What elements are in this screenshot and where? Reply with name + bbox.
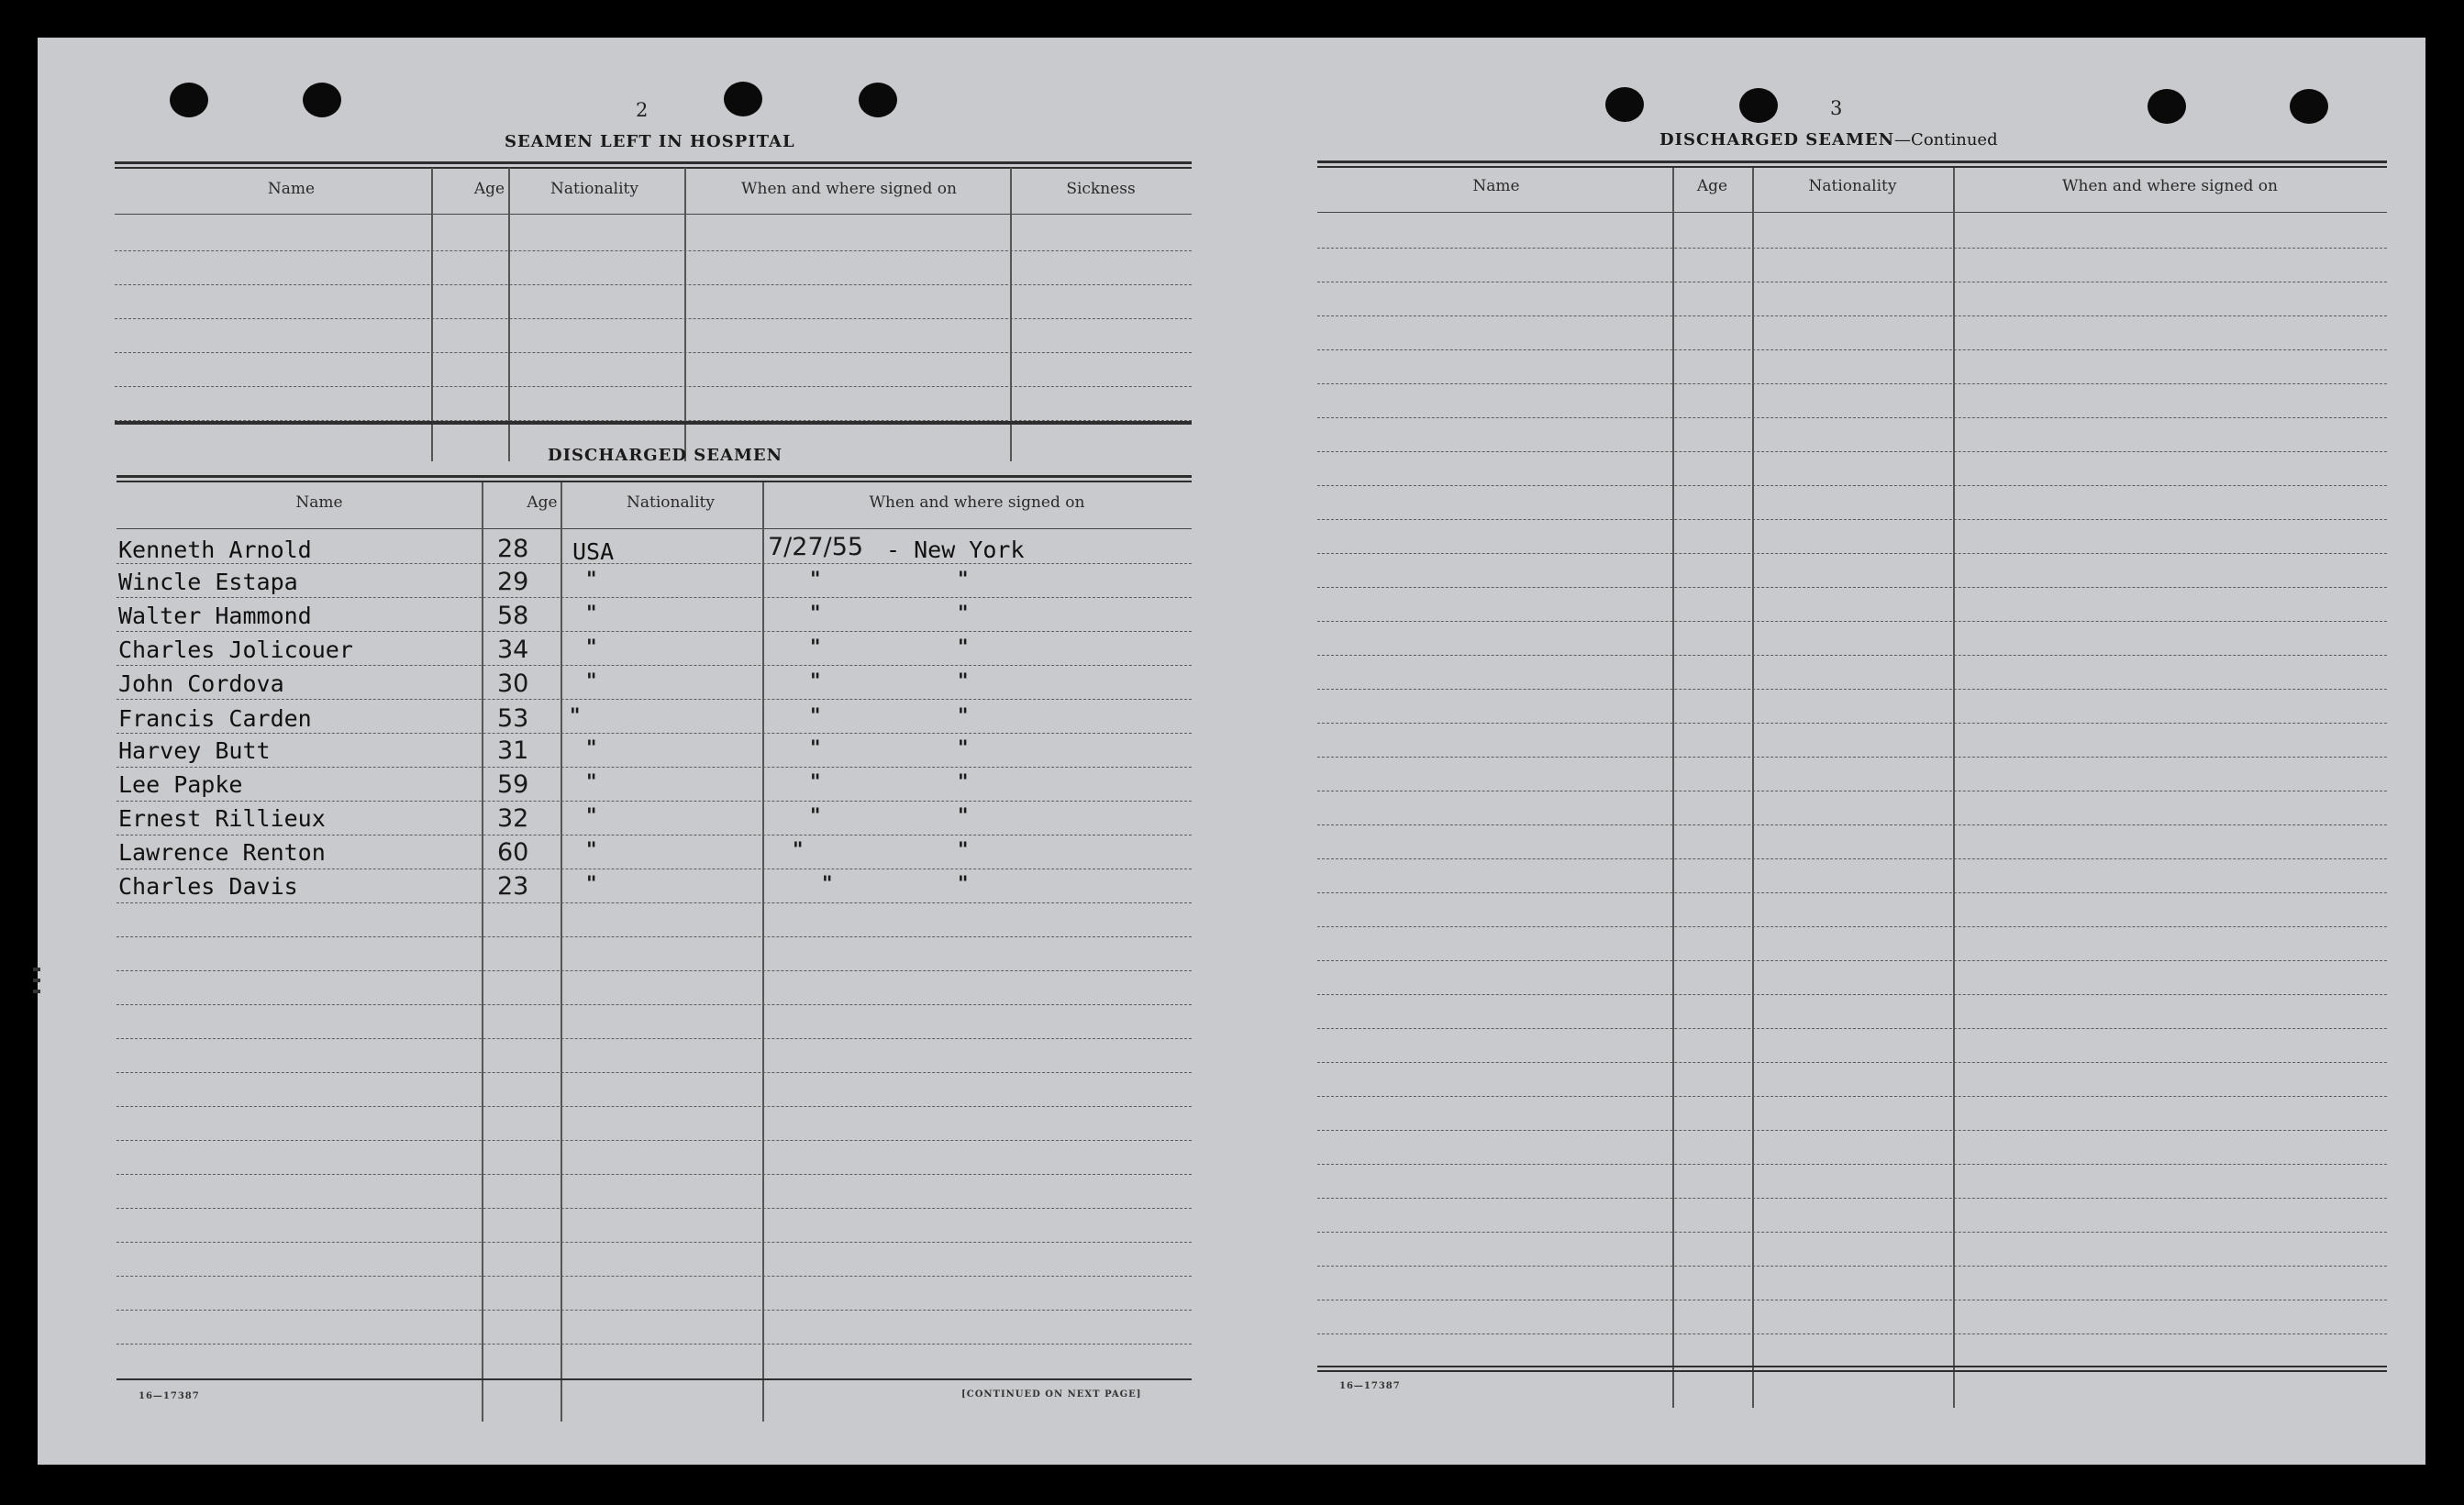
table-rule [115, 167, 1192, 169]
nationality-ditto: " [586, 737, 597, 760]
row-line [117, 1208, 1192, 1209]
seaman-age: 58 [497, 602, 529, 630]
column-divider [561, 482, 562, 1422]
row-line [117, 801, 1192, 802]
row-line [1317, 1333, 2387, 1334]
signed-date: 7/27/55 [768, 533, 864, 561]
row-line [117, 1276, 1192, 1277]
row-line [1317, 994, 2387, 995]
edge-mark [33, 968, 40, 971]
row-line [115, 386, 1192, 387]
continued-note: [CONTINUED ON NEXT PAGE] [961, 1389, 1142, 1400]
row-line [1317, 1164, 2387, 1165]
row-line [1317, 960, 2387, 961]
seaman-age: 29 [497, 568, 529, 596]
punch-hole [2290, 89, 2328, 124]
row-line [115, 284, 1192, 285]
table-rule [1317, 212, 2387, 213]
place-ditto: " [958, 705, 969, 728]
row-line [1317, 587, 2387, 588]
row-line [117, 767, 1192, 768]
seaman-name: Harvey Butt [118, 737, 271, 764]
punch-hole [170, 83, 208, 117]
table-rule [1317, 1370, 2387, 1372]
date-ditto: " [793, 839, 804, 862]
punch-hole [2148, 89, 2186, 124]
place-ditto: " [958, 737, 969, 760]
punch-hole [724, 82, 762, 116]
edge-mark [33, 990, 40, 993]
date-ditto: " [810, 636, 821, 659]
nationality-ditto: " [586, 839, 597, 862]
seaman-nationality: USA [572, 538, 615, 565]
nationality-ditto: " [586, 569, 597, 592]
row-line [1317, 723, 2387, 724]
edge-mark [33, 979, 40, 982]
column-header-nationality: Nationality [627, 493, 715, 512]
row-line [117, 1140, 1192, 1141]
row-line [117, 699, 1192, 700]
row-line [1317, 1266, 2387, 1267]
column-divider [482, 482, 483, 1422]
document-sheet [38, 38, 2425, 1465]
column-divider [508, 168, 510, 461]
row-line [117, 665, 1192, 666]
column-header-age: Age [527, 493, 558, 512]
row-line [1317, 824, 2387, 825]
seaman-name: Walter Hammond [118, 603, 312, 629]
title-continued: —Continued [1894, 130, 1998, 149]
seaman-name: Ernest Rillieux [118, 805, 326, 832]
row-line [1317, 757, 2387, 758]
row-line [1317, 248, 2387, 249]
column-header-age: Age [473, 180, 505, 198]
column-divider [1672, 168, 1674, 1408]
table-rule [1317, 160, 2387, 163]
date-ditto: " [822, 873, 833, 896]
row-line [1317, 451, 2387, 452]
column-divider [1953, 168, 1955, 1408]
column-divider [684, 168, 686, 461]
row-line [117, 1038, 1192, 1039]
row-line [117, 597, 1192, 598]
punch-hole [859, 83, 897, 117]
seaman-age: 34 [497, 636, 529, 664]
seaman-name: Charles Jolicouer [118, 636, 353, 663]
punch-hole [1605, 87, 1644, 122]
place-ditto: " [958, 805, 969, 828]
row-line [117, 563, 1192, 564]
place-ditto: " [958, 670, 969, 693]
table-rule [117, 475, 1192, 478]
nationality-ditto: " [586, 603, 597, 625]
seaman-age: 53 [497, 704, 529, 733]
column-header-name: Name [267, 180, 316, 198]
place-ditto: " [958, 873, 969, 896]
discharged-continued-title [1659, 130, 1998, 149]
row-line [117, 902, 1192, 903]
date-ditto: " [810, 603, 821, 625]
nationality-ditto: " [586, 805, 597, 828]
seaman-name: John Cordova [118, 670, 284, 697]
seaman-name: Charles Davis [118, 873, 298, 900]
seaman-age: 30 [497, 670, 529, 698]
form-number: 16—17387 [1339, 1381, 1401, 1391]
seaman-age: 60 [497, 838, 529, 867]
column-header-nationality: Nationality [1808, 177, 1897, 195]
row-line [117, 970, 1192, 971]
row-line [1317, 1198, 2387, 1199]
seaman-name: Lee Papke [118, 771, 243, 798]
seaman-age: 59 [497, 770, 529, 799]
table-rule [115, 161, 1192, 164]
seaman-name: Lawrence Renton [118, 839, 326, 866]
row-line [117, 1106, 1192, 1107]
table-rule [115, 423, 1192, 425]
nationality-ditto: " [570, 705, 581, 728]
row-line [1317, 417, 2387, 418]
column-divider [1010, 168, 1012, 461]
row-line [1317, 858, 2387, 859]
table-rule [1317, 166, 2387, 168]
date-ditto: " [810, 805, 821, 828]
place-ditto: " [958, 839, 969, 862]
discharged-section-title: DISCHARGED SEAMEN [548, 446, 783, 465]
row-line [115, 250, 1192, 251]
nationality-ditto: " [586, 636, 597, 659]
row-line [1317, 1232, 2387, 1233]
row-line [117, 1004, 1192, 1005]
row-line [117, 1310, 1192, 1311]
seaman-name: Francis Carden [118, 705, 312, 732]
date-ditto: " [810, 771, 821, 794]
table-rule [117, 1378, 1192, 1380]
row-line [1317, 926, 2387, 927]
date-ditto: " [810, 670, 821, 693]
date-ditto: " [810, 705, 821, 728]
column-header-age: Age [1696, 177, 1728, 195]
table-rule [117, 528, 1192, 529]
row-line [1317, 1062, 2387, 1063]
row-line [117, 1242, 1192, 1243]
column-divider [1752, 168, 1754, 1408]
signed-place: - New York [886, 537, 1025, 563]
place-ditto: " [958, 569, 969, 592]
row-line [117, 631, 1192, 632]
row-line [1317, 315, 2387, 316]
row-line [1317, 349, 2387, 350]
nationality-ditto: " [586, 670, 597, 693]
column-header-signed-on: When and where signed on [869, 493, 1085, 512]
seaman-age: 23 [497, 872, 529, 901]
column-header-signed-on: When and where signed on [2062, 177, 2278, 195]
row-line [117, 936, 1192, 937]
row-line [1317, 1028, 2387, 1029]
seaman-age: 31 [497, 736, 529, 765]
row-line [1317, 1096, 2387, 1097]
table-rule [117, 481, 1192, 482]
date-ditto: " [810, 737, 821, 760]
row-line [1317, 383, 2387, 384]
table-rule [1317, 1366, 2387, 1367]
column-divider [762, 482, 764, 1422]
nationality-ditto: " [586, 771, 597, 794]
table-rule [115, 214, 1192, 215]
row-line [1317, 485, 2387, 486]
seaman-age: 28 [497, 535, 529, 563]
row-line [1317, 655, 2387, 656]
column-header-sickness: Sickness [1066, 180, 1136, 198]
punch-hole [1739, 88, 1778, 123]
row-line [1317, 892, 2387, 893]
page-number: 2 [636, 99, 649, 121]
date-ditto: " [810, 569, 821, 592]
punch-hole [303, 83, 341, 117]
row-line [1317, 689, 2387, 690]
place-ditto: " [958, 636, 969, 659]
column-header-nationality: Nationality [550, 180, 638, 198]
row-line [117, 733, 1192, 734]
row-line [117, 1072, 1192, 1073]
seaman-name: Wincle Estapa [118, 569, 298, 595]
nationality-ditto: " [586, 873, 597, 896]
row-line [117, 1174, 1192, 1175]
row-line [1317, 621, 2387, 622]
row-line [115, 318, 1192, 319]
row-line [1317, 553, 2387, 554]
hospital-section-title: SEAMEN LEFT IN HOSPITAL [505, 132, 795, 151]
place-ditto: " [958, 603, 969, 625]
seaman-age: 32 [497, 804, 529, 833]
column-header-name: Name [1472, 177, 1520, 195]
form-number: 16—17387 [139, 1391, 200, 1401]
title-main: DISCHARGED SEAMEN [1659, 130, 1895, 149]
column-header-signed-on: When and where signed on [741, 180, 957, 198]
column-divider [431, 168, 433, 461]
row-line [115, 352, 1192, 353]
row-line [117, 1344, 1192, 1345]
place-ditto: " [958, 771, 969, 794]
column-header-name: Name [295, 493, 343, 512]
page-number: 3 [1830, 97, 1843, 119]
row-line [1317, 1130, 2387, 1131]
row-line [1317, 519, 2387, 520]
seaman-name: Kenneth Arnold [118, 537, 312, 563]
